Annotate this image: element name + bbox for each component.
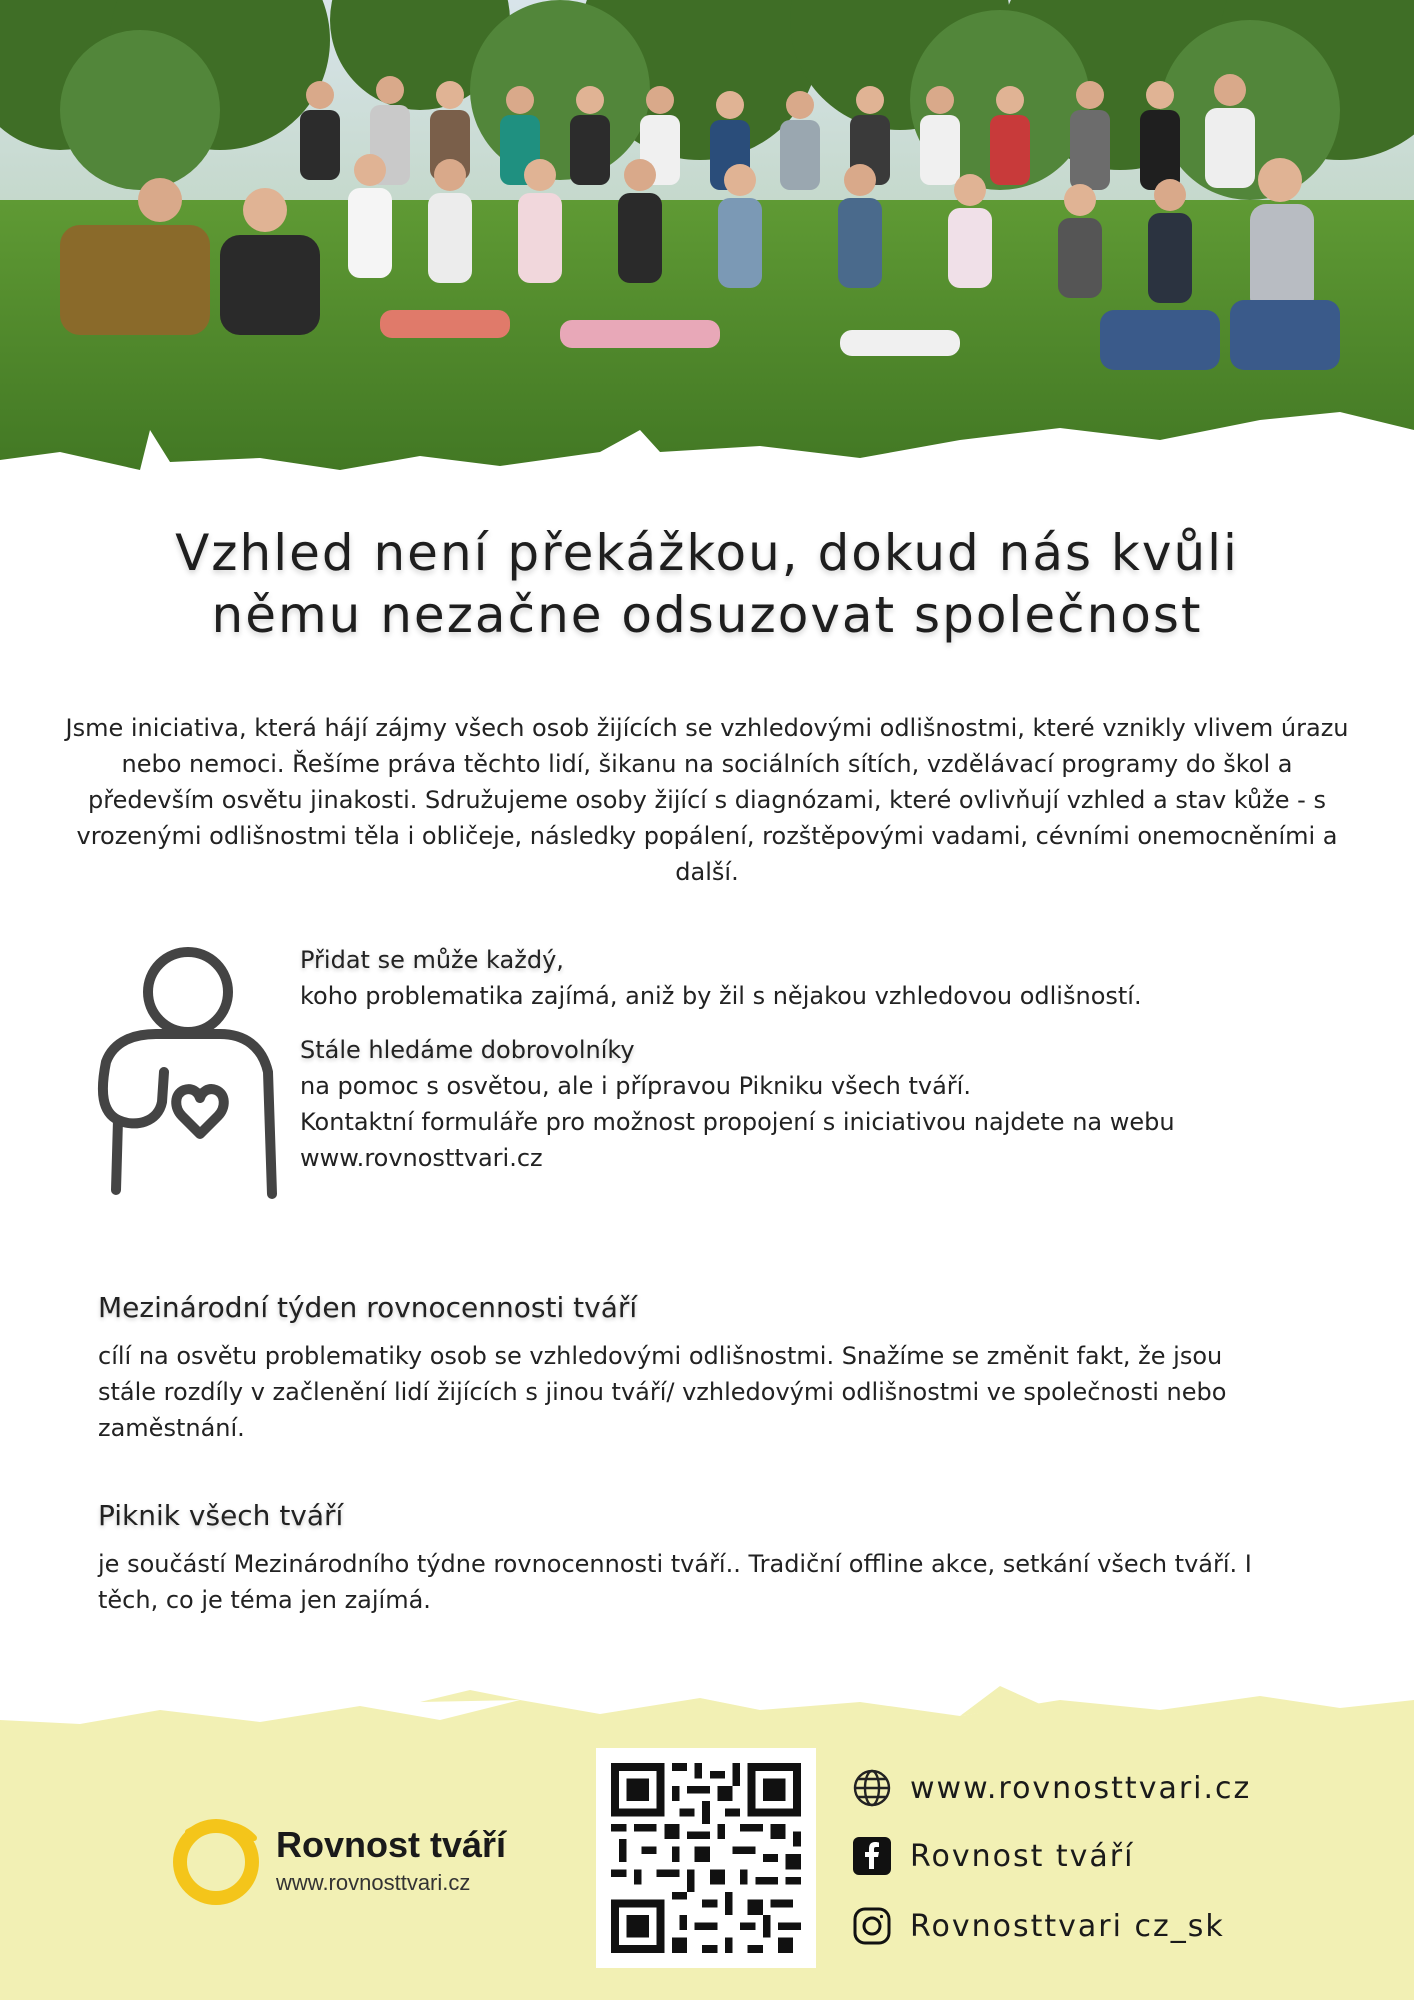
social-instagram[interactable]	[850, 1904, 1225, 1948]
join-heading-volunteers: Stále hledáme dobrovolníky	[300, 1036, 635, 1064]
social-instagram-link[interactable]: Rovnosttvari cz_sk	[910, 1908, 1225, 1944]
join-text-everyone: koho problematika zajímá, aniž by žil s nějakou vzhledovou odlišností.	[300, 982, 1142, 1010]
social-web[interactable]	[850, 1766, 1251, 1810]
logo	[168, 1812, 588, 1912]
social-web-link[interactable]: www.rovnosttvari.cz	[910, 1770, 1252, 1806]
join-text-volunteers: na pomoc s osvětou, ale i přípravou Pikniku všech tváří.	[300, 1072, 971, 1100]
headline-line-1: Vzhled není překážkou, dokud nás kvůli	[175, 524, 1239, 582]
section-picnic-text: je součástí Mezinárodního týdne rovnocennosti tváří.. Tradiční offline akce, setkání všech tváří. I těch, co je téma jen zajímá.	[98, 1550, 1252, 1614]
instagram-icon	[850, 1904, 894, 1948]
section-picnic	[98, 1498, 1278, 1618]
logo-name: Rovnost tváří	[276, 1824, 507, 1865]
person-heart-icon	[96, 942, 280, 1202]
join-text-contact: Kontaktní formuláře pro možnost propojení s iniciativou najdete na webu www.rovnosttvari.cz	[300, 1108, 1175, 1172]
logo-url: www.rovnosttvari.cz	[276, 1870, 471, 1895]
qr-code[interactable]	[596, 1748, 816, 1968]
group-photo	[0, 0, 1414, 500]
section-week	[98, 1290, 1278, 1446]
join-heading-everyone: Přidat se může každý,	[300, 946, 564, 974]
social-facebook-link[interactable]: Rovnost tváří	[910, 1838, 1135, 1874]
join-section	[300, 942, 1320, 1176]
headline-line-2: němu nezačne odsuzovat společnost	[211, 586, 1203, 644]
logo-ring-icon	[168, 1812, 264, 1908]
section-week-title: Mezinárodní týden rovnocennosti tváří	[98, 1291, 638, 1324]
facebook-icon	[850, 1834, 894, 1878]
section-picnic-title: Piknik všech tváří	[98, 1499, 344, 1532]
globe-icon	[850, 1766, 894, 1810]
intro-paragraph: Jsme iniciativa, která hájí zájmy všech osob žijících se vzhledovými odlišnostmi, které vznikly vlivem úrazu nebo nemoci. Řešíme práva těchto lidí, šikanu na sociálních sítích, vzdělávací programy do škol a především osvětu jinakosti. Sdružujeme osoby žijící s diagnózami, které ovlivňují vzhled a stav kůže - s vrozenými odlišnostmi těla i obličeje, následky popálení, rozštěpovými vadami, cévními onemocněními a další.	[65, 714, 1349, 886]
section-week-text: cílí na osvětu problematiky osob se vzhledovými odlišnostmi. Snažíme se změnit fakt, že jsou stále rozdíly v začlenění lidí žijících s jinou tváří/ vzhledovými odlišnostmi ve společnosti nebo zaměstnání.	[98, 1342, 1227, 1442]
social-facebook[interactable]	[850, 1834, 1134, 1878]
headline	[40, 522, 1374, 646]
